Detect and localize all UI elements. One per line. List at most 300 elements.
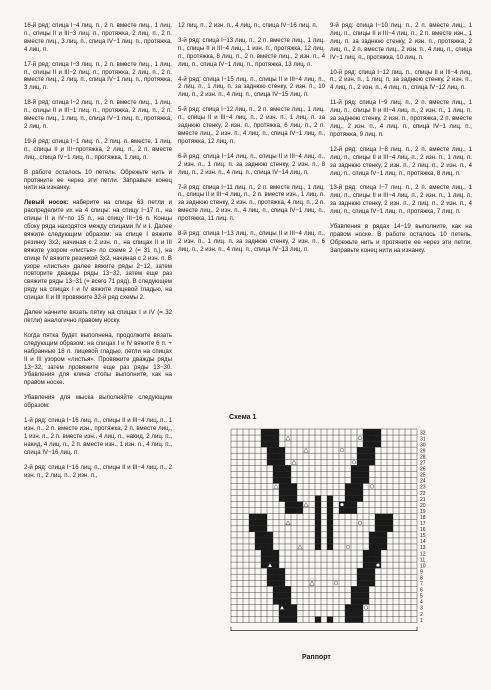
purl-cell xyxy=(285,465,291,471)
purl-cell xyxy=(363,592,369,598)
row-number: 9 xyxy=(420,569,423,576)
purl-cell xyxy=(345,617,351,623)
purl-cell xyxy=(273,435,279,441)
purl-cell xyxy=(273,598,279,604)
purl-cell xyxy=(267,544,273,550)
purl-cell xyxy=(387,514,393,520)
purl-cell xyxy=(375,550,381,556)
purl-cell xyxy=(261,429,267,435)
decrease-symbol xyxy=(304,448,308,452)
purl-cell xyxy=(345,490,351,496)
purl-cell xyxy=(339,508,345,514)
decrease-symbol xyxy=(274,484,278,488)
purl-cell xyxy=(285,617,291,623)
row-number: 12 xyxy=(420,551,426,558)
row-number: 16 xyxy=(420,527,426,534)
paragraph-text: 3-й ряд: спица I−13 лиц. п., 2 п. вместе лиц., 1 лиц. п., спицы II и III−4 лиц., 1 изн. п., протяжка, 12 лиц. п., протяжка, 8 лиц. п., 2 п. вместе лиц., 2 изн. п., 4 лиц. п., спица IV−1 лиц. п., протяжка, 13 лиц. п. xyxy=(178,36,325,68)
row-number: 8 xyxy=(420,575,423,582)
purl-cell xyxy=(357,598,363,604)
purl-cell xyxy=(357,617,363,623)
purl-cell xyxy=(273,556,279,562)
left-column-paragraph xyxy=(24,394,172,410)
paragraph-text: 4-й ряд: спица I−15 лиц. п., спицы II и III−4 лиц. п., 2 лиц. п., 1 лиц. п. за заднюю стенку, 2 изн. п., 10 лиц. п., 2 изн. п., 4 лиц. п., спица IV−15 лиц. п. xyxy=(178,75,325,99)
purl-cell xyxy=(255,544,261,550)
purl-cell xyxy=(345,483,351,489)
purl-cell xyxy=(249,526,255,532)
purl-cell xyxy=(267,550,273,556)
row-number: 32 xyxy=(420,430,426,437)
row-number: 17 xyxy=(420,521,426,527)
purl-cell xyxy=(357,496,363,502)
purl-cell xyxy=(327,514,333,520)
row-number: 21 xyxy=(420,496,426,503)
purl-cell xyxy=(315,544,321,550)
purl-cell xyxy=(273,459,279,465)
purl-cell xyxy=(279,574,285,580)
rapport-bracket xyxy=(231,627,417,631)
purl-cell xyxy=(369,556,375,562)
purl-cell xyxy=(273,574,279,580)
paragraph-text: 16-й ряд: спица I−4 лиц. п., 2 п. вместе лиц., 1 лиц. п., спицы II и III−3 лиц. п., протяжка, 2 лиц. п., 2 п. вместе лиц., 3 лиц. п., спица IV−1 лиц. п., протяжка, 4 лиц. п. xyxy=(24,22,172,53)
purl-cell xyxy=(381,514,387,520)
yarn-over-symbol xyxy=(370,485,374,489)
row-number: 11 xyxy=(420,557,426,564)
purl-cell xyxy=(267,429,273,435)
middle-column-paragraph xyxy=(178,106,325,146)
purl-cell xyxy=(327,538,333,544)
paragraph-text: В работе осталось 10 петель. Обрежьте нить и протяните ее через эти петли. Заправьте конец нити на изнанку. xyxy=(24,168,172,192)
purl-cell xyxy=(351,496,357,502)
purl-cell xyxy=(273,447,279,453)
purl-cell xyxy=(291,496,297,502)
decrease-symbol xyxy=(298,545,302,549)
purl-cell xyxy=(267,532,273,538)
purl-cell xyxy=(291,604,297,610)
purl-cell xyxy=(285,611,291,617)
paragraph-text: 12 лиц. п., 2 изн. п., 4 лиц. п., спица IV−16 лиц. п. xyxy=(178,22,318,29)
paragraph-text: 10-й ряд: спица I−12 лиц. п., спицы II и III−4 лиц. п., 2 изн. п., 1 лиц. п. за заднюю стенку, 2 изн. п., 4 лиц. п., 2 изн. п., 4 лиц. п., спица IV−12 лиц. п. xyxy=(330,68,472,92)
purl-cell xyxy=(315,526,321,532)
purl-cell xyxy=(369,435,375,441)
purl-cell xyxy=(285,604,291,610)
purl-cell xyxy=(369,441,375,447)
yarn-over-symbol xyxy=(334,581,338,585)
purl-cell xyxy=(387,520,393,526)
purl-cell xyxy=(375,556,381,562)
row-number: 4 xyxy=(420,599,423,606)
yarn-over-symbol xyxy=(340,448,344,452)
left-column-paragraph xyxy=(24,22,172,54)
purl-cell xyxy=(261,526,267,532)
right-column-paragraph xyxy=(330,223,472,255)
purl-cell xyxy=(273,580,279,586)
purl-cell xyxy=(351,465,357,471)
purl-cell xyxy=(375,526,381,532)
paragraph-text: 7-й ряд: спица I−11 лиц. п., 2 п. вместе лиц., 1 лиц. п., спицы II и III−4 лиц. п., 2 п. вместе изн., 1 лиц. п. за заднюю стенку, 2 изн. п., протяжка, 4 лиц. п., 2 п. вместе лиц., 2 изн. п., 4 лиц. п., спица IV−1 лиц. п., протяжка, 11 лиц. п. xyxy=(178,183,325,223)
purl-cell xyxy=(351,611,357,617)
purl-cell xyxy=(357,447,363,453)
paragraph-text: 6-й ряд: спица I−14 лиц. п., спицы II и III−4 лиц. п., 2 изн. п., 1 лиц. п. за заднюю стенку, 2 изн. п., 8 лиц. п., 2 изн. п., 4 лиц. п., спица IV−14 лиц. п. xyxy=(178,152,325,176)
row-number: 14 xyxy=(420,539,426,546)
middle-column-paragraph xyxy=(178,76,325,100)
purl-cell xyxy=(381,544,387,550)
purl-cell xyxy=(279,592,285,598)
purl-cell xyxy=(267,459,273,465)
purl-cell xyxy=(363,568,369,574)
purl-cell xyxy=(315,502,321,508)
purl-cell xyxy=(279,568,285,574)
yarn-over-symbol xyxy=(376,563,380,567)
purl-cell xyxy=(327,532,333,538)
purl-cell xyxy=(285,598,291,604)
yarn-over-symbol xyxy=(358,521,362,525)
right-column-paragraph xyxy=(330,69,472,93)
purl-cell xyxy=(363,429,369,435)
purl-cell xyxy=(357,604,363,610)
row-number: 2 xyxy=(420,611,423,618)
purl-cell xyxy=(369,562,375,568)
purl-cell xyxy=(279,598,285,604)
paragraph-text: Далее начните вязать пятку на спицах I и IV (= 32 петли) аналогично правому носку. xyxy=(24,309,172,324)
purl-cell xyxy=(273,568,279,574)
purl-cell xyxy=(375,544,381,550)
decrease-symbol xyxy=(310,581,314,585)
purl-cell xyxy=(279,611,285,617)
row-number: 7 xyxy=(420,581,423,588)
paragraph-text: 17-й ряд: спица I−3 лиц. п., 2 п. вместе лиц., 1 лиц. п., спицы II и III−2 лиц. п., протяжка, 2 лиц. п., 2 п. вместе лиц., 2 лиц. п., спица IV−1 лиц. п., протяжка, 3 лиц. п. xyxy=(24,60,172,92)
purl-cell xyxy=(381,538,387,544)
left-column-paragraph xyxy=(24,309,172,325)
purl-cell xyxy=(363,465,369,471)
purl-cell xyxy=(285,471,291,477)
purl-cell xyxy=(363,435,369,441)
row-number: 27 xyxy=(420,460,426,467)
paragraph-text: 13-й ряд: спица I−7 лиц. п., 2 п. вместе лиц., 1 лиц. п., спицы II и III−4 лиц. п., 2 изн. п., 1 лиц. п. за заднюю стенку, 2 изн. п., 2 лиц. п., 2 изн. п., 4 лиц. п., спица IV−1 лиц. п., протяжка, 7 лиц. п. xyxy=(330,184,472,216)
row-number: 13 xyxy=(420,545,426,552)
purl-cell xyxy=(375,532,381,538)
purl-cell xyxy=(267,556,273,562)
purl-cell xyxy=(357,453,363,459)
yarn-over-symbol xyxy=(364,606,368,610)
paragraph-text: 2-й ряд: спица I−16 лиц. п., спицы II и III−4 лиц. п., 2 изн. п., 2 лиц. п., 2 изн. п., xyxy=(24,463,172,479)
purl-cell xyxy=(273,471,279,477)
purl-cell xyxy=(357,592,363,598)
purl-cell xyxy=(279,447,285,453)
row-number: 24 xyxy=(420,478,426,485)
row-number: 18 xyxy=(420,514,426,521)
purl-cell xyxy=(267,447,273,453)
purl-cell xyxy=(261,538,267,544)
purl-cell xyxy=(273,550,279,556)
middle-column-paragraph xyxy=(178,184,325,224)
purl-cell xyxy=(285,477,291,483)
purl-cell xyxy=(261,550,267,556)
purl-cell xyxy=(261,514,267,520)
decrease-symbol xyxy=(292,460,296,464)
paragraph-text: 9-й ряд: спица I−10 лиц. п., 2 п. вместе лиц., 1 лиц. п., спицы II и III−4 лиц. п., 2 п. вместе изн., 1 лиц. п. за заднюю стенку, 2 изн. п., протяжка, 2 лиц. п., 2 п. вместе лиц., 2 изн. п., 4 лиц. п., спица IV−1 лиц. п., протяжка, 10 лиц. п. xyxy=(330,22,472,61)
row-number: 23 xyxy=(420,484,426,491)
middle-column-paragraph xyxy=(178,230,325,254)
purl-cell xyxy=(369,550,375,556)
purl-cell xyxy=(369,538,375,544)
row-number: 3 xyxy=(420,605,423,612)
purl-cell xyxy=(357,465,363,471)
purl-cell xyxy=(381,532,387,538)
purl-cell xyxy=(363,447,369,453)
purl-cell xyxy=(369,580,375,586)
row-number: 31 xyxy=(420,436,426,443)
right-column-paragraph xyxy=(330,184,472,216)
left-column-paragraph xyxy=(24,417,172,457)
left-column-paragraph xyxy=(24,464,172,480)
purl-cell xyxy=(297,502,303,508)
purl-cell xyxy=(351,471,357,477)
middle-column-paragraph xyxy=(178,37,325,69)
left-column-paragraph xyxy=(24,99,172,131)
purl-cell xyxy=(279,617,285,623)
text-column-middle xyxy=(178,22,325,261)
purl-cell xyxy=(327,502,333,508)
purl-cell xyxy=(315,538,321,544)
purl-cell xyxy=(255,520,261,526)
purl-cell xyxy=(375,435,381,441)
row-number: 15 xyxy=(420,533,426,540)
purl-cell xyxy=(363,459,369,465)
purl-cell xyxy=(387,526,393,532)
purl-cell xyxy=(261,532,267,538)
purl-cell xyxy=(375,429,381,435)
purl-cell xyxy=(351,592,357,598)
purl-cell xyxy=(261,544,267,550)
purl-cell xyxy=(363,586,369,592)
purl-cell xyxy=(273,429,279,435)
purl-cell xyxy=(381,520,387,526)
purl-cell xyxy=(363,580,369,586)
yarn-over-symbol xyxy=(340,503,344,507)
purl-cell xyxy=(351,483,357,489)
purl-cell xyxy=(375,538,381,544)
purl-cell xyxy=(285,496,291,502)
purl-cell xyxy=(249,520,255,526)
purl-cell xyxy=(327,520,333,526)
purl-cell xyxy=(285,490,291,496)
purl-cell xyxy=(279,471,285,477)
purl-cell xyxy=(351,477,357,483)
row-number: 19 xyxy=(420,508,426,515)
left-column-paragraph xyxy=(24,199,172,302)
purl-cell xyxy=(267,574,273,580)
purl-cell xyxy=(357,471,363,477)
purl-cell xyxy=(357,459,363,465)
purl-cell xyxy=(249,514,255,520)
purl-cell xyxy=(369,544,375,550)
purl-cell xyxy=(285,508,291,514)
row-number: 5 xyxy=(420,593,423,600)
purl-cell xyxy=(351,604,357,610)
purl-cell xyxy=(255,532,261,538)
purl-cell xyxy=(369,568,375,574)
paragraph-text: 19-й ряд: спица I−1 лиц. п., 2 лиц. п. вместе, 1 лиц. п., спицы II и III−протяжка, 2 лиц. п., 2 п. вместе лиц., спица IV−1 лиц. п., протяжка, 1 лиц. п. xyxy=(24,137,172,161)
right-column-paragraph xyxy=(330,146,472,178)
purl-cell xyxy=(369,532,375,538)
knitting-chart-grid xyxy=(226,425,472,651)
purl-cell xyxy=(369,429,375,435)
purl-cell xyxy=(351,586,357,592)
paragraph-text: 8-й ряд: спица I−13 лиц. п., спицы II и III−4 лиц. п., 2 изн. п., 1 лиц. п. за заднюю стенку, 2 изн. п., 6 лиц. п., 2 изн. п., 4 лиц. п., спица IV−13 лиц. п. xyxy=(178,230,325,253)
paragraph-text: Когда пятка будет выполнена, продолжите вязать следующим образом: на спицах I и IV вяжите 6 п. + набранные 18 п. лицевой гладью, петли на спицах II и III узором «листья». Провяжите дважды ряды 13−32, затем провяжите еще раз ряды 13−30. Убавления для клина стопы выполните, как на правом носке. xyxy=(24,331,172,387)
paragraph-text: Убавления в рядах 14−19 выполните, как на правом носке. В работе осталось 10 петель. Обрежьте нить и протяните ее через эти петли. Заправьте конец нити на изнанку. xyxy=(330,223,472,254)
purl-cell xyxy=(363,562,369,568)
purl-cell xyxy=(315,508,321,514)
yarn-over-symbol xyxy=(346,545,350,549)
row-number: 30 xyxy=(420,442,426,449)
row-number: 1 xyxy=(420,617,423,624)
text-column-left xyxy=(24,22,172,486)
purl-cell xyxy=(375,441,381,447)
purl-cell xyxy=(351,490,357,496)
purl-cell xyxy=(327,544,333,550)
purl-cell xyxy=(351,502,357,508)
row-number: 29 xyxy=(420,448,426,455)
purl-cell xyxy=(345,502,351,508)
middle-column-paragraph xyxy=(178,22,325,30)
purl-cell xyxy=(291,611,297,617)
purl-cell xyxy=(345,611,351,617)
purl-cell xyxy=(255,538,261,544)
purl-cell xyxy=(315,496,321,502)
purl-cell xyxy=(273,562,279,568)
purl-cell xyxy=(267,568,273,574)
purl-cell xyxy=(327,617,333,623)
paragraph-text: наберите на спицы 63 петли и распределите их на 4 спицы: на спицу I−17 п., на спицы II и IV−по 15 п., на спицу III−16 п. Концы сбоку ряда находятся между спицами IV и I. Далее вяжите следующим образом: на спице I вяжите резинку 3х2, начиная с 2 изн. п., на спицах II и III вяжите узором «листья» по схеме 2 (= 31 п.), на спице IV вяжите резинкой 3х2, начиная с 2 изн. п. В узоре «листья» далее вяжите ряды 2−12, затем повторите дважды ряды 13−32, затем еще раз свяжите ряды 13−31 (= всего 71 ряд). В следующем ряду на спицах I и IV вяжите лицевой гладью, на спицах II и III провяжите 32-й ряд схемы 2. xyxy=(24,199,172,302)
purl-cell xyxy=(291,490,297,496)
purl-cell xyxy=(327,496,333,502)
purl-cell xyxy=(285,483,291,489)
purl-cell xyxy=(267,441,273,447)
purl-cell xyxy=(315,520,321,526)
purl-cell xyxy=(255,526,261,532)
purl-cell xyxy=(285,586,291,592)
purl-cell xyxy=(291,483,297,489)
row-number: 20 xyxy=(420,502,426,509)
decrease-symbol xyxy=(286,521,290,525)
purl-cell xyxy=(255,514,261,520)
paragraph-text: 18-й ряд: спица I−2 лиц. п., 2 п. вместе лиц., 1 лиц. п., спицы II и III−1 лиц. п., протяжка, 2 лиц. п., 2 п. вместе лиц., 1 лиц. п., спица IV−1 лиц. п., протяжка, 2 лиц. п. xyxy=(24,99,172,130)
purl-cell xyxy=(291,617,297,623)
left-column-paragraph xyxy=(24,169,172,193)
purl-cell xyxy=(357,568,363,574)
purl-cell xyxy=(267,580,273,586)
purl-cell xyxy=(345,604,351,610)
left-column-paragraph xyxy=(24,332,172,387)
decrease-symbol xyxy=(286,436,290,440)
purl-cell xyxy=(351,508,357,514)
knitting-chart xyxy=(226,425,472,651)
purl-cell xyxy=(285,502,291,508)
paragraph-text: 1-й ряд: спица I−16 лиц. п., спицы II и III−4 лиц. п., 1 изн. п., 2 п. вместе изн., протяжка, 2 п. вместе лиц., 1 изн. п., 2 п. вместе изн., 4 лиц. п., накид, 2 лиц. п., накид, 4 лиц. п., 2 п. вместе изн., 1 изн. п., 4 лиц. п., спица IV−16 лиц. п. xyxy=(24,417,172,456)
left-column-paragraph xyxy=(24,138,172,162)
purl-cell xyxy=(327,508,333,514)
purl-cell xyxy=(273,465,279,471)
purl-cell xyxy=(363,441,369,447)
purl-cell xyxy=(273,477,279,483)
chart-title: Схема 1 xyxy=(229,414,257,421)
purl-cell xyxy=(357,483,363,489)
purl-cell xyxy=(279,580,285,586)
right-column-paragraph xyxy=(330,99,472,139)
purl-cell xyxy=(357,586,363,592)
purl-cell xyxy=(345,508,351,514)
purl-cell xyxy=(369,453,375,459)
purl-cell xyxy=(363,556,369,562)
purl-cell xyxy=(363,471,369,477)
purl-cell xyxy=(267,453,273,459)
row-number: 26 xyxy=(420,466,426,473)
decrease-symbol xyxy=(304,503,308,507)
purl-cell xyxy=(279,483,285,489)
purl-cell xyxy=(357,490,363,496)
right-column-paragraph xyxy=(330,22,472,62)
purl-cell xyxy=(261,441,267,447)
purl-cell xyxy=(279,465,285,471)
purl-cell xyxy=(261,556,267,562)
purl-cell xyxy=(285,592,291,598)
section-heading: Левый носок: xyxy=(24,199,69,207)
paragraph-text: 5-й ряд: спица I−12 лиц. п., 2 п. вместе лиц., 1 лиц. п., спицы II и III−4 лиц. п., 2 изн. п., 1 лиц. п. за заднюю стенку, 2 изн. п., протяжка, 6 лиц. п., 2 п. вместе лиц., 2 изн. п., 4 лиц. п., спица IV−1 лиц. п., протяжка, 12 лиц. п. xyxy=(178,106,325,145)
row-number: 28 xyxy=(420,454,426,461)
purl-cell xyxy=(375,514,381,520)
purl-cell xyxy=(279,453,285,459)
purl-cell xyxy=(273,586,279,592)
paragraph-text: 12-й ряд: спица I−8 лиц. п., 2 п. вместе лиц., 1 лиц. п., спицы II и III−4 лиц. п., 2 изн. п., 1 лиц. п. за заднюю стенку, 2 изн. п., 2 лиц. п., 2 изн. п., 4 лиц. п., спица IV−1 лиц. п., протяжка, 8 лиц. п. xyxy=(330,145,472,177)
purl-cell xyxy=(279,459,285,465)
row-number: 22 xyxy=(420,490,426,497)
purl-cell xyxy=(315,532,321,538)
row-number: 6 xyxy=(420,587,423,594)
purl-cell xyxy=(369,459,375,465)
purl-cell xyxy=(327,526,333,532)
purl-cell xyxy=(279,586,285,592)
paragraph-text: Убавления для мыска выполняйте следующим образом: xyxy=(24,394,172,410)
purl-cell xyxy=(261,562,267,568)
yarn-over-symbol xyxy=(352,460,356,464)
purl-cell xyxy=(279,490,285,496)
rapport-label: Раппорт xyxy=(302,654,331,661)
purl-cell xyxy=(315,514,321,520)
row-number: 25 xyxy=(420,472,426,479)
purl-cell xyxy=(267,435,273,441)
purl-cell xyxy=(363,598,369,604)
purl-cell xyxy=(345,496,351,502)
yarn-over-symbol xyxy=(358,436,362,440)
purl-cell xyxy=(273,592,279,598)
purl-cell xyxy=(273,441,279,447)
purl-cell xyxy=(297,508,303,514)
purl-cell xyxy=(267,538,273,544)
purl-cell xyxy=(363,550,369,556)
purl-cell xyxy=(381,526,387,532)
purl-cell xyxy=(351,617,357,623)
purl-cell xyxy=(369,574,375,580)
text-column-right xyxy=(330,22,472,262)
purl-cell xyxy=(279,477,285,483)
purl-cell xyxy=(351,598,357,604)
row-number: 10 xyxy=(420,563,426,570)
purl-cell xyxy=(369,447,375,453)
purl-cell xyxy=(363,477,369,483)
purl-cell xyxy=(315,617,321,623)
purl-cell xyxy=(357,580,363,586)
